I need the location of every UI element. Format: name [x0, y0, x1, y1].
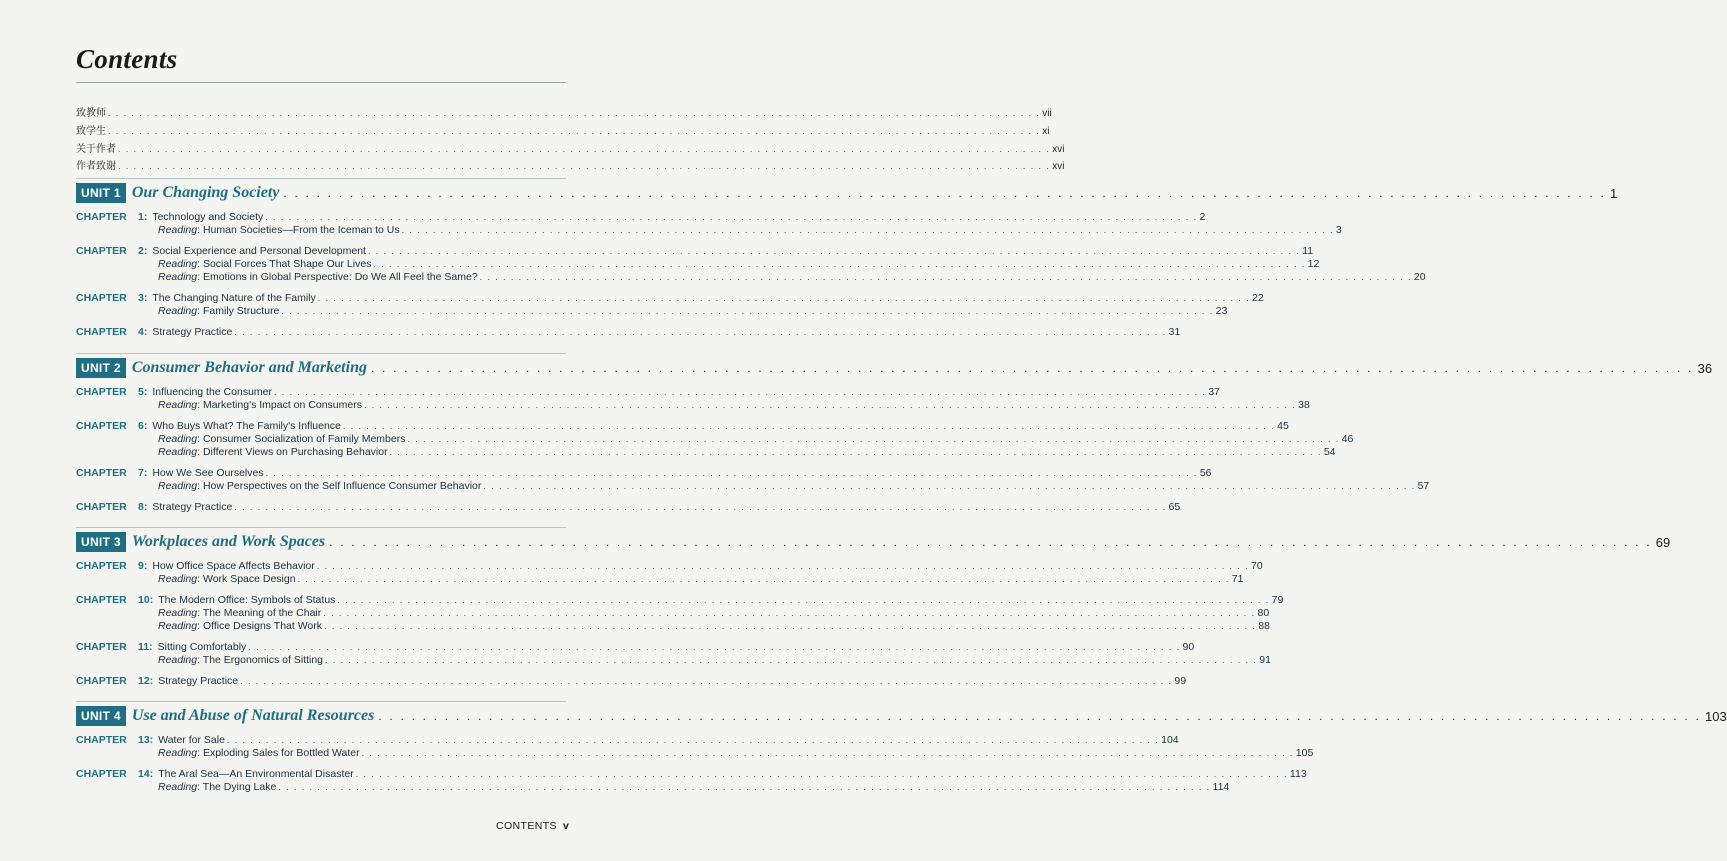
toc-entry-chapter[interactable] [76, 211, 1206, 224]
chapter-page-number: 65 [1168, 500, 1181, 513]
toc-entry-chapter[interactable] [76, 386, 1220, 399]
reading-label [158, 654, 323, 667]
dot-leader: . . . . . . . . . . . . . . . . . . . . . . . . . . . . . . . . . . . . . . . . . . . . . . . . . . . . . . . . . . . . . . . . . . . . . . . . . . . . . . . . . . . . . . . . . . . . . . . . . . . . . . . . . . . . . . . . . . . . . . . . [234, 326, 1167, 337]
unit-heading[interactable] [76, 357, 1713, 379]
chapter-number: 3 [138, 292, 144, 304]
reading-page-number: 91 [1259, 654, 1271, 667]
chapter-word: CHAPTER [76, 325, 127, 338]
reading-page-number: 105 [1295, 747, 1314, 760]
reading-title: Emotions in Global Perspective: Do We All Feel the Same? [202, 271, 478, 284]
dot-leader: . . . . . . . . . . . . . . . . . . . . . . . . . . . . . . . . . . . . . . . . . . . . . . . . . . . . . . . . . . . . . . . . . . . . . . . . . . . . . . . . . . . . . . . . . . . . . . . . . . . . . . . . . . . . . . . . . . . . . . . . [278, 782, 1211, 793]
reading-colon: : [197, 654, 203, 667]
toc-entry-front-matter[interactable] [76, 107, 1052, 120]
chapter-label [76, 211, 263, 224]
chapter-page-number: 11 [1302, 244, 1314, 257]
reading-colon: : [197, 305, 203, 318]
toc-entry-chapter[interactable] [76, 292, 1264, 305]
unit-title: Consumer Behavior and Marketing [131, 359, 367, 376]
chapter-word: CHAPTER [76, 734, 127, 746]
toc-entry-chapter[interactable] [76, 419, 1289, 433]
unit-page-number: 69 [1655, 534, 1671, 550]
reading-page-number: 23 [1215, 305, 1228, 318]
dot-leader: . . . . . . . . . . . . . . . . . . . . . . . . . . . . . . . . . . . . . . . . . . . . . . . . . . . . . . . . . . . . . . . . . . . . . . . . . . . . . . . . . . . . . . . . . . . . . . . . . . . . . . . . . . . . . . . . . . . . . . . . [401, 225, 1334, 236]
unit-title: Our Changing Society [131, 184, 280, 201]
unit-page-number: 36 [1697, 360, 1713, 376]
chapter-label [76, 292, 316, 305]
reading-title: How Perspectives on the Self Influence Consumer Behavior [202, 480, 482, 493]
unit-page-number: 103 [1704, 708, 1727, 724]
unit-badge: UNIT 4 [76, 706, 126, 726]
chapter-number: 11 [138, 641, 150, 653]
reading-word: Reading [158, 224, 198, 237]
unit-badge: UNIT 3 [76, 532, 126, 552]
page-footer [496, 820, 569, 832]
chapter-page-number: 104 [1161, 734, 1179, 746]
entry-page-number: xi [1042, 126, 1050, 137]
chapter-title: How We See Ourselves [152, 467, 264, 479]
dot-leader: . . . . . . . . . . . . . . . . . . . . . . . . . . . . . . . . . . . . . . . . . . . . . . . . . . . . . . . . . . . . . . . . . . . . . . . . . . . . . . . . . . . . . . . . . . . . . . . . . . . . . . . . . . . . . . . . . . . . . . . . [342, 420, 1276, 431]
toc-entry-chapter[interactable] [76, 641, 1195, 654]
dot-leader: . . . . . . . . . . . . . . . . . . . . . . . . . . . . . . . . . . . . . . . . . . . . . . . . . . . . . . . . . . . . . . . . . . . . . . . . . . . . . . . . . . . . . . . . . . . . . . . . . . . . . . . . . . . . . . . . . . . . . . . . [265, 212, 1198, 222]
unit-title: Use and Abuse of Natural Resources [131, 707, 375, 724]
dot-leader: . . . . . . . . . . . . . . . . . . . . . . . . . . . . . . . . . . . . . . . . . . . . . . . . . . . . . . . . . . . . . . . . . . . . . . . . . . . . . . . . . . . . . . . . . . . . . . . . . . . . . . . . . . . . . . . . . . . . . . . . [363, 400, 1297, 411]
chapter-word: CHAPTER [76, 767, 127, 780]
page-title: Contents [76, 44, 178, 74]
reading-title: Office Designs That Work [202, 620, 323, 633]
reading-label [158, 433, 405, 446]
dot-leader: . . . . . . . . . . . . . . . . . . . . . . . . . . . . . . . . . . . . . . . . . . . . . . . . . . . . . . . . . . . . . . . . . . . . . . . . . . . . . . . . . . . . . . . . . . . . . . . . . . . . . . . . . . . . . . . . . . . . . . . . [240, 675, 1173, 686]
entry-page-number: xvi [1052, 144, 1065, 155]
unit-badge: UNIT 1 [76, 183, 126, 203]
unit-heading[interactable] [76, 531, 1671, 553]
reading-word: Reading [158, 573, 198, 586]
dot-leader: . . . . . . . . . . . . . . . . . . . . . . . . . . . . . . . . . . . . . . . . . . . . . . . . . . . . . . . . . . . . . . . . . . . . . . . . . . . . . . . . . . . . . . . . . . . . . . . . . . . . . . . . . . . . . . . . . . . . . . . . [407, 434, 1340, 445]
toc-entry-reading[interactable] [76, 305, 1228, 318]
chapter-label [76, 501, 232, 514]
chapter-number: 2 [138, 244, 144, 257]
chapter-colon: : [143, 211, 148, 223]
chapter-word: CHAPTER [76, 593, 127, 606]
chapter-colon: : [149, 734, 154, 746]
reading-title: The Ergonomics of Sitting [202, 654, 324, 667]
reading-page-number: 88 [1258, 620, 1270, 633]
chapter-title: The Modern Office: Symbols of Status [158, 593, 336, 606]
chapter-word: CHAPTER [76, 560, 127, 572]
entry-title: 致教师 [76, 108, 106, 119]
toc-entry-chapter[interactable] [76, 325, 1181, 339]
unit-badge: UNIT 2 [76, 358, 126, 378]
unit-page-number: 1 [1610, 185, 1618, 201]
entry-page-number: vii [1042, 108, 1052, 119]
dot-leader: . . . . . . . . . . . . . . . . . . . . . . . . . . . . . . . . . . . . . . . . . . . . . . . . . . . . . . . . . . . . . . . . . . . . . . . . . . . . . . . . . . . . . . . . . . . . . . . . . . . . . . . . . . . . . . . . . . . . . . . . [108, 108, 1041, 118]
dot-leader: . . . . . . . . . . . . . . . . . . . . . . . . . . . . . . . . . . . . . . . . . . . . . . . . . . . . . . . . . . . . . . . . . . . . . . . . . . . . . . . . . . . . . . . . . . . . . . . . . . . . . . . . . . . . . . . . . . . . . . . . [378, 709, 1701, 723]
reading-title: Exploding Sales for Bottled Water [202, 747, 360, 760]
reading-colon: : [197, 620, 203, 633]
reading-word: Reading [158, 399, 198, 412]
chapter-number: 8 [138, 500, 144, 513]
chapter-label [76, 420, 341, 433]
reading-page-number: 46 [1341, 433, 1354, 446]
dot-leader: . . . . . . . . . . . . . . . . . . . . . . . . . . . . . . . . . . . . . . . . . . . . . . . . . . . . . . . . . . . . . . . . . . . . . . . . . . . . . . . . . . . . . . . . . . . . . . . . . . . . . . . . . . . . . . . . . . . . . . . . [479, 272, 1412, 283]
chapter-colon: : [143, 292, 148, 304]
unit-heading[interactable] [76, 182, 1618, 204]
reading-colon: : [197, 271, 203, 284]
reading-title: Social Forces That Shape Our Lives [202, 258, 372, 271]
chapter-title: Influencing the Consumer [152, 386, 272, 398]
reading-label [158, 446, 388, 459]
toc-entry-reading[interactable] [76, 607, 1270, 620]
reading-page-number: 57 [1417, 480, 1430, 493]
reading-word: Reading [158, 781, 198, 794]
chapter-number: 4 [138, 325, 144, 338]
reading-page-number: 80 [1257, 607, 1270, 620]
reading-label [158, 607, 321, 620]
chapter-title: Technology and Society [152, 211, 264, 223]
toc-entry-reading[interactable] [76, 433, 1354, 446]
entry-title: 致学生 [76, 126, 106, 137]
reading-label [158, 573, 296, 586]
chapter-title: Water for Sale [158, 734, 225, 746]
reading-title: The Dying Lake [202, 781, 277, 794]
chapter-word: CHAPTER [76, 292, 127, 304]
chapter-page-number: 2 [1199, 211, 1206, 223]
entry-title: 作者致谢 [76, 161, 116, 172]
reading-word: Reading [158, 433, 198, 446]
toc-entry-front-matter[interactable] [76, 125, 1050, 138]
reading-word: Reading [158, 607, 198, 620]
unit-divider [76, 353, 566, 354]
dot-leader: . . . . . . . . . . . . . . . . . . . . . . . . . . . . . . . . . . . . . . . . . . . . . . . . . . . . . . . . . . . . . . . . . . . . . . . . . . . . . . . . . . . . . . . . . . . . . . . . . . . . . . . . . . . . . . . . . . . . . . . . [226, 735, 1160, 745]
unit-divider [76, 701, 566, 702]
dot-leader: . . . . . . . . . . . . . . . . . . . . . . . . . . . . . . . . . . . . . . . . . . . . . . . . . . . . . . . . . . . . . . . . . . . . . . . . . . . . . . . . . . . . . . . . . . . . . . . . . . . . . . . . . . . . . . . . . . . . . . . . [370, 361, 1694, 375]
chapter-colon: : [143, 325, 148, 338]
dot-leader: . . . . . . . . . . . . . . . . . . . . . . . . . . . . . . . . . . . . . . . . . . . . . . . . . . . . . . . . . . . . . . . . . . . . . . . . . . . . . . . . . . . . . . . . . . . . . . . . . . . . . . . . . . . . . . . . . . . . . . . . [118, 144, 1051, 154]
chapter-page-number: 79 [1271, 593, 1284, 606]
chapter-colon: : [149, 674, 154, 687]
reading-label [158, 399, 362, 412]
reading-label [158, 271, 478, 284]
chapter-colon: : [143, 467, 148, 479]
toc-entry-reading[interactable] [76, 446, 1336, 459]
reading-colon: : [197, 399, 203, 412]
reading-page-number: 54 [1323, 446, 1336, 459]
chapter-colon: : [143, 244, 148, 257]
chapter-colon: : [149, 767, 154, 780]
chapter-number: 1 [138, 211, 144, 223]
chapter-number: 7 [138, 467, 144, 479]
dot-leader: . . . . . . . . . . . . . . . . . . . . . . . . . . . . . . . . . . . . . . . . . . . . . . . . . . . . . . . . . . . . . . . . . . . . . . . . . . . . . . . . . . . . . . . . . . . . . . . . . . . . . . . . . . . . . . . . . . . . . . . . [325, 655, 1258, 666]
dot-leader: . . . . . . . . . . . . . . . . . . . . . . . . . . . . . . . . . . . . . . . . . . . . . . . . . . . . . . . . . . . . . . . . . . . . . . . . . . . . . . . . . . . . . . . . . . . . . . . . . . . . . . . . . . . . . . . . . . . . . . . . [316, 561, 1250, 571]
reading-label [158, 480, 481, 493]
unit-title: Workplaces and Work Spaces [131, 533, 326, 550]
chapter-label [76, 386, 272, 399]
reading-colon: : [197, 747, 203, 760]
chapter-word: CHAPTER [76, 211, 127, 223]
chapter-title: Strategy Practice [152, 500, 233, 513]
reading-page-number: 20 [1413, 271, 1426, 284]
reading-page-number: 3 [1335, 224, 1342, 237]
chapter-label [76, 245, 366, 258]
dot-leader: . . . . . . . . . . . . . . . . . . . . . . . . . . . . . . . . . . . . . . . . . . . . . . . . . . . . . . . . . . . . . . . . . . . . . . . . . . . . . . . . . . . . . . . . . . . . . . . . . . . . . . . . . . . . . . . . . . . . . . . . [248, 642, 1181, 652]
toc-entry-reading[interactable] [76, 573, 1244, 586]
chapter-colon: : [143, 386, 148, 398]
unit-divider [76, 527, 566, 528]
reading-word: Reading [158, 480, 198, 493]
reading-page-number: 38 [1298, 399, 1310, 412]
chapter-word: CHAPTER [76, 467, 127, 479]
chapter-label [76, 467, 264, 480]
dot-leader: . . . . . . . . . . . . . . . . . . . . . . . . . . . . . . . . . . . . . . . . . . . . . . . . . . . . . . . . . . . . . . . . . . . . . . . . . . . . . . . . . . . . . . . . . . . . . . . . . . . . . . . . . . . . . . . . . . . . . . . . [283, 186, 1607, 200]
dot-leader: . . . . . . . . . . . . . . . . . . . . . . . . . . . . . . . . . . . . . . . . . . . . . . . . . . . . . . . . . . . . . . . . . . . . . . . . . . . . . . . . . . . . . . . . . . . . . . . . . . . . . . . . . . . . . . . . . . . . . . . . [361, 748, 1294, 759]
chapter-title: Social Experience and Personal Development [152, 244, 366, 257]
reading-word: Reading [158, 747, 198, 760]
reading-colon: : [197, 224, 203, 237]
dot-leader: . . . . . . . . . . . . . . . . . . . . . . . . . . . . . . . . . . . . . . . . . . . . . . . . . . . . . . . . . . . . . . . . . . . . . . . . . . . . . . . . . . . . . . . . . . . . . . . . . . . . . . . . . . . . . . . . . . . . . . . . [323, 608, 1256, 619]
chapter-label [76, 734, 225, 747]
dot-leader: . . . . . . . . . . . . . . . . . . . . . . . . . . . . . . . . . . . . . . . . . . . . . . . . . . . . . . . . . . . . . . . . . . . . . . . . . . . . . . . . . . . . . . . . . . . . . . . . . . . . . . . . . . . . . . . . . . . . . . . . [274, 387, 1207, 397]
toc-entry-reading[interactable] [76, 399, 1310, 412]
chapter-colon: : [149, 593, 154, 606]
footer-label: CONTENTS [496, 820, 557, 832]
chapter-number: 9 [138, 560, 144, 572]
chapter-word: CHAPTER [76, 386, 127, 398]
reading-label [158, 781, 276, 794]
chapter-title: Strategy Practice [152, 325, 233, 338]
entry-title: 关于作者 [76, 144, 116, 155]
toc-entry-reading[interactable] [76, 480, 1430, 493]
chapter-word: CHAPTER [76, 500, 127, 513]
chapter-number: 14 [138, 767, 150, 780]
dot-leader: . . . . . . . . . . . . . . . . . . . . . . . . . . . . . . . . . . . . . . . . . . . . . . . . . . . . . . . . . . . . . . . . . . . . . . . . . . . . . . . . . . . . . . . . . . . . . . . . . . . . . . . . . . . . . . . . . . . . . . . . [317, 293, 1250, 303]
toc-entry-chapter[interactable] [76, 767, 1307, 781]
reading-title: Human Societies—From the Iceman to Us [202, 224, 400, 237]
reading-word: Reading [158, 305, 198, 318]
toc-entry-chapter[interactable] [76, 467, 1212, 480]
chapter-number: 5 [138, 386, 144, 398]
chapter-colon: : [143, 560, 148, 572]
toc-entry-chapter[interactable] [76, 593, 1284, 607]
toc-entry-reading[interactable] [76, 258, 1320, 271]
dot-leader: . . . . . . . . . . . . . . . . . . . . . . . . . . . . . . . . . . . . . . . . . . . . . . . . . . . . . . . . . . . . . . . . . . . . . . . . . . . . . . . . . . . . . . . . . . . . . . . . . . . . . . . . . . . . . . . . . . . . . . . . [281, 306, 1214, 317]
chapter-page-number: 22 [1251, 292, 1264, 304]
dot-leader: . . . . . . . . . . . . . . . . . . . . . . . . . . . . . . . . . . . . . . . . . . . . . . . . . . . . . . . . . . . . . . . . . . . . . . . . . . . . . . . . . . . . . . . . . . . . . . . . . . . . . . . . . . . . . . . . . . . . . . . . [265, 468, 1198, 478]
chapter-number: 12 [138, 674, 150, 687]
chapter-label [76, 326, 232, 339]
chapter-title: Who Buys What? The Family's Influence [152, 419, 341, 432]
reading-colon: : [197, 573, 203, 586]
dot-leader: . . . . . . . . . . . . . . . . . . . . . . . . . . . . . . . . . . . . . . . . . . . . . . . . . . . . . . . . . . . . . . . . . . . . . . . . . . . . . . . . . . . . . . . . . . . . . . . . . . . . . . . . . . . . . . . . . . . . . . . . [329, 535, 1652, 549]
chapter-page-number: 31 [1168, 325, 1181, 338]
chapter-colon: : [143, 419, 148, 432]
chapter-title: The Aral Sea—An Environmental Disaster [158, 767, 354, 780]
chapter-page-number: 37 [1208, 386, 1220, 398]
reading-word: Reading [158, 620, 198, 633]
unit-heading[interactable] [76, 705, 1727, 727]
reading-colon: : [197, 433, 203, 446]
toc-entry-reading[interactable] [76, 781, 1230, 794]
footer-page-number: v [562, 820, 570, 832]
chapter-title: Strategy Practice [158, 674, 239, 687]
dot-leader: . . . . . . . . . . . . . . . . . . . . . . . . . . . . . . . . . . . . . . . . . . . . . . . . . . . . . . . . . . . . . . . . . . . . . . . . . . . . . . . . . . . . . . . . . . . . . . . . . . . . . . . . . . . . . . . . . . . . . . . . [234, 501, 1167, 512]
chapter-page-number: 70 [1251, 560, 1263, 572]
reading-word: Reading [158, 258, 198, 271]
chapter-page-number: 90 [1182, 641, 1195, 653]
toc-entry-reading[interactable] [76, 271, 1426, 284]
reading-title: Marketing's Impact on Consumers [202, 399, 362, 412]
dot-leader: . . . . . . . . . . . . . . . . . . . . . . . . . . . . . . . . . . . . . . . . . . . . . . . . . . . . . . . . . . . . . . . . . . . . . . . . . . . . . . . . . . . . . . . . . . . . . . . . . . . . . . . . . . . . . . . . . . . . . . . . [297, 574, 1230, 585]
dot-leader: . . . . . . . . . . . . . . . . . . . . . . . . . . . . . . . . . . . . . . . . . . . . . . . . . . . . . . . . . . . . . . . . . . . . . . . . . . . . . . . . . . . . . . . . . . . . . . . . . . . . . . . . . . . . . . . . . . . . . . . . [367, 245, 1301, 256]
chapter-number: 13 [138, 734, 150, 746]
toc-entry-reading[interactable] [76, 747, 1314, 760]
reading-colon: : [197, 607, 203, 620]
toc-entry-front-matter[interactable] [76, 160, 1065, 173]
dot-leader: . . . . . . . . . . . . . . . . . . . . . . . . . . . . . . . . . . . . . . . . . . . . . . . . . . . . . . . . . . . . . . . . . . . . . . . . . . . . . . . . . . . . . . . . . . . . . . . . . . . . . . . . . . . . . . . . . . . . . . . . [355, 768, 1288, 779]
chapter-page-number: 113 [1289, 767, 1307, 780]
reading-word: Reading [158, 654, 198, 667]
toc-entry-reading[interactable] [76, 620, 1270, 633]
title-divider [76, 82, 566, 83]
reading-page-number: 114 [1212, 781, 1230, 794]
chapter-word: CHAPTER [76, 419, 127, 432]
entry-page-number: xvi [1052, 161, 1065, 172]
chapter-title: How Office Space Affects Behavior [152, 560, 315, 572]
reading-page-number: 71 [1231, 573, 1244, 586]
chapter-word: CHAPTER [76, 674, 127, 687]
reading-page-number: 12 [1307, 258, 1320, 271]
dot-leader: . . . . . . . . . . . . . . . . . . . . . . . . . . . . . . . . . . . . . . . . . . . . . . . . . . . . . . . . . . . . . . . . . . . . . . . . . . . . . . . . . . . . . . . . . . . . . . . . . . . . . . . . . . . . . . . . . . . . . . . . [324, 621, 1257, 632]
reading-title: The Meaning of the Chair [202, 607, 322, 620]
chapter-label [76, 560, 315, 573]
dot-leader: . . . . . . . . . . . . . . . . . . . . . . . . . . . . . . . . . . . . . . . . . . . . . . . . . . . . . . . . . . . . . . . . . . . . . . . . . . . . . . . . . . . . . . . . . . . . . . . . . . . . . . . . . . . . . . . . . . . . . . . . [108, 126, 1041, 136]
reading-title: Work Space Design [202, 573, 296, 586]
reading-word: Reading [158, 271, 198, 284]
chapter-number: 10 [138, 593, 150, 606]
chapter-word: CHAPTER [76, 641, 127, 653]
reading-title: Consumer Socialization of Family Members [202, 433, 406, 446]
chapter-label [76, 594, 335, 607]
reading-colon: : [197, 480, 203, 493]
reading-colon: : [197, 258, 203, 271]
chapter-label [76, 641, 246, 654]
toc-entry-chapter[interactable] [76, 734, 1179, 747]
reading-label [158, 305, 279, 318]
toc-entry-front-matter[interactable] [76, 143, 1065, 156]
chapter-colon: : [149, 641, 153, 653]
dot-leader: . . . . . . . . . . . . . . . . . . . . . . . . . . . . . . . . . . . . . . . . . . . . . . . . . . . . . . . . . . . . . . . . . . . . . . . . . . . . . . . . . . . . . . . . . . . . . . . . . . . . . . . . . . . . . . . . . . . . . . . . [389, 447, 1322, 458]
toc-entry-reading[interactable] [76, 224, 1342, 237]
chapter-title: The Changing Nature of the Family [152, 292, 316, 304]
reading-word: Reading [158, 446, 198, 459]
reading-colon: : [197, 446, 203, 459]
chapter-page-number: 45 [1277, 419, 1289, 432]
toc-entry-reading[interactable] [76, 654, 1271, 667]
chapter-title: Sitting Comfortably [157, 641, 247, 653]
toc-entry-chapter[interactable] [76, 500, 1181, 514]
chapter-label [76, 768, 354, 781]
toc-entry-chapter[interactable] [76, 560, 1263, 573]
dot-leader: . . . . . . . . . . . . . . . . . . . . . . . . . . . . . . . . . . . . . . . . . . . . . . . . . . . . . . . . . . . . . . . . . . . . . . . . . . . . . . . . . . . . . . . . . . . . . . . . . . . . . . . . . . . . . . . . . . . . . . . . [483, 481, 1416, 492]
chapter-colon: : [143, 500, 148, 513]
chapter-number: 6 [138, 419, 144, 432]
toc-entry-chapter[interactable] [76, 244, 1314, 258]
reading-title: Different Views on Purchasing Behavior [202, 446, 388, 459]
chapter-page-number: 56 [1199, 467, 1212, 479]
reading-colon: : [197, 781, 203, 794]
unit-divider [76, 178, 566, 179]
dot-leader: . . . . . . . . . . . . . . . . . . . . . . . . . . . . . . . . . . . . . . . . . . . . . . . . . . . . . . . . . . . . . . . . . . . . . . . . . . . . . . . . . . . . . . . . . . . . . . . . . . . . . . . . . . . . . . . . . . . . . . . . [118, 161, 1051, 171]
dot-leader: . . . . . . . . . . . . . . . . . . . . . . . . . . . . . . . . . . . . . . . . . . . . . . . . . . . . . . . . . . . . . . . . . . . . . . . . . . . . . . . . . . . . . . . . . . . . . . . . . . . . . . . . . . . . . . . . . . . . . . . . [337, 594, 1270, 605]
reading-label [158, 258, 371, 271]
chapter-page-number: 99 [1174, 674, 1187, 687]
reading-label [158, 747, 360, 760]
toc-entry-chapter[interactable] [76, 674, 1187, 688]
reading-label [158, 620, 322, 633]
reading-label [158, 224, 400, 237]
reading-title: Family Structure [202, 305, 280, 318]
chapter-label [76, 675, 238, 688]
chapter-word: CHAPTER [76, 244, 127, 257]
dot-leader: . . . . . . . . . . . . . . . . . . . . . . . . . . . . . . . . . . . . . . . . . . . . . . . . . . . . . . . . . . . . . . . . . . . . . . . . . . . . . . . . . . . . . . . . . . . . . . . . . . . . . . . . . . . . . . . . . . . . . . . . [373, 259, 1306, 270]
